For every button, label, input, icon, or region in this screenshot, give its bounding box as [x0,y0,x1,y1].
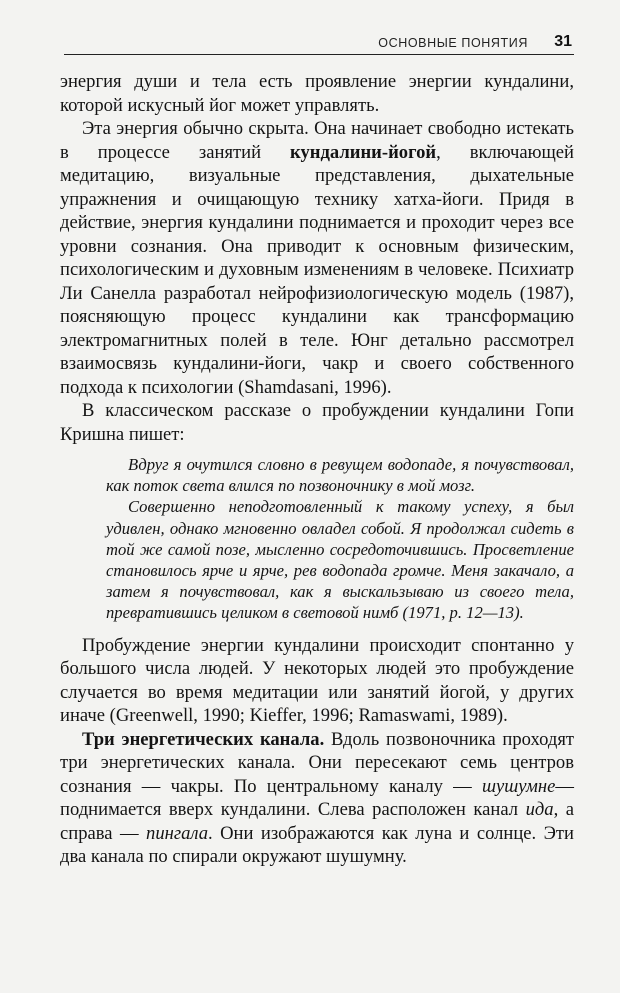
term-kundalini-yoga: кундалини-йогой [290,141,437,163]
term-pingala: пингала [146,822,209,844]
term-ida: ида [525,799,554,821]
page-number: 31 [554,33,572,50]
paragraph-text: , а справа — [60,799,574,844]
running-header [64,30,574,55]
paragraph-gopi-krishna: В классическом рассказе о пробуждении кундалини Гопи Кришна пишет: [60,400,574,445]
paragraph-text: Вдоль позвоночника проходят три энергетических канала. Они пересекают семь центров сознания — чакры. По центральному каналу — [60,728,575,797]
section-title: ОСНОВНЫЕ ПОНЯТИЯ [378,36,528,50]
quote-paragraph: Совершенно неподготовленный к такому успеху, я был удивлен, однако мгновенно овладел собой. Я продолжал сидеть в той же самой позе, мысленно сосредоточившись. Просветление становилось ярче и ярче, рев водопада громче. Меня закачало, а затем я почувствовал, как я выскальзываю из своего тела, превратившись целиком в световой нимб (1971, р. 12—13). [106,497,574,623]
paragraph-continuation: энергия души и тела есть проявление энергии кундалини, которой искусный йог может управлять. [60,71,574,116]
paragraph-three-channels [60,728,574,869]
paragraph-text: Эта энергия обычно скрыта. Она начинает свободно истекать в процессе занятий [60,118,574,163]
paragraph-text: . Они изображаются как луна и солнце. Эти два канала по спирали окружают шушумну. [60,822,574,868]
page-body [60,70,574,869]
heading-three-channels: Три энергетических канала. [82,728,325,750]
paragraph-kundalini-energy [60,117,574,399]
block-quote [106,454,574,624]
paragraph-text: , включающей медитацию, визуальные представления, дыхательные упражнения и очищающую технику хатха-йоги. Придя в действие, энергия кундалини поднимается и проходит через все уровни сознания. Она приводит к основным физическим, психологическим и духовным изменениям в человеке. Психиатр Ли Санелла разработал нейрофизиологическую модель (1987), поясняющую процесс кундалини как трансформацию электромагнитных полей в теле. Юнг детально рассмотрел взаимосвязь кундалини-йоги, чакр и своего собственного подхода к психологии (Shamdasani, 1996). [60,141,574,398]
quote-paragraph: Вдруг я очутился словно в ревущем водопаде, я почувствовал, как поток света влился по позвоночнику в мой мозг. [106,455,574,496]
paragraph-text: — поднимается вверх кундалини. Слева расположен канал [60,775,574,821]
paragraph-awakening: Пробуждение энергии кундалини происходит спонтанно у большого числа людей. У некоторых людей это пробуждение случается во время медитации или занятий йогой, у других иначе (Greenwell, 1990; Kieffer, 1996; Ramaswami, 1989). [60,634,574,727]
term-sushumna: шушумне [481,775,556,797]
